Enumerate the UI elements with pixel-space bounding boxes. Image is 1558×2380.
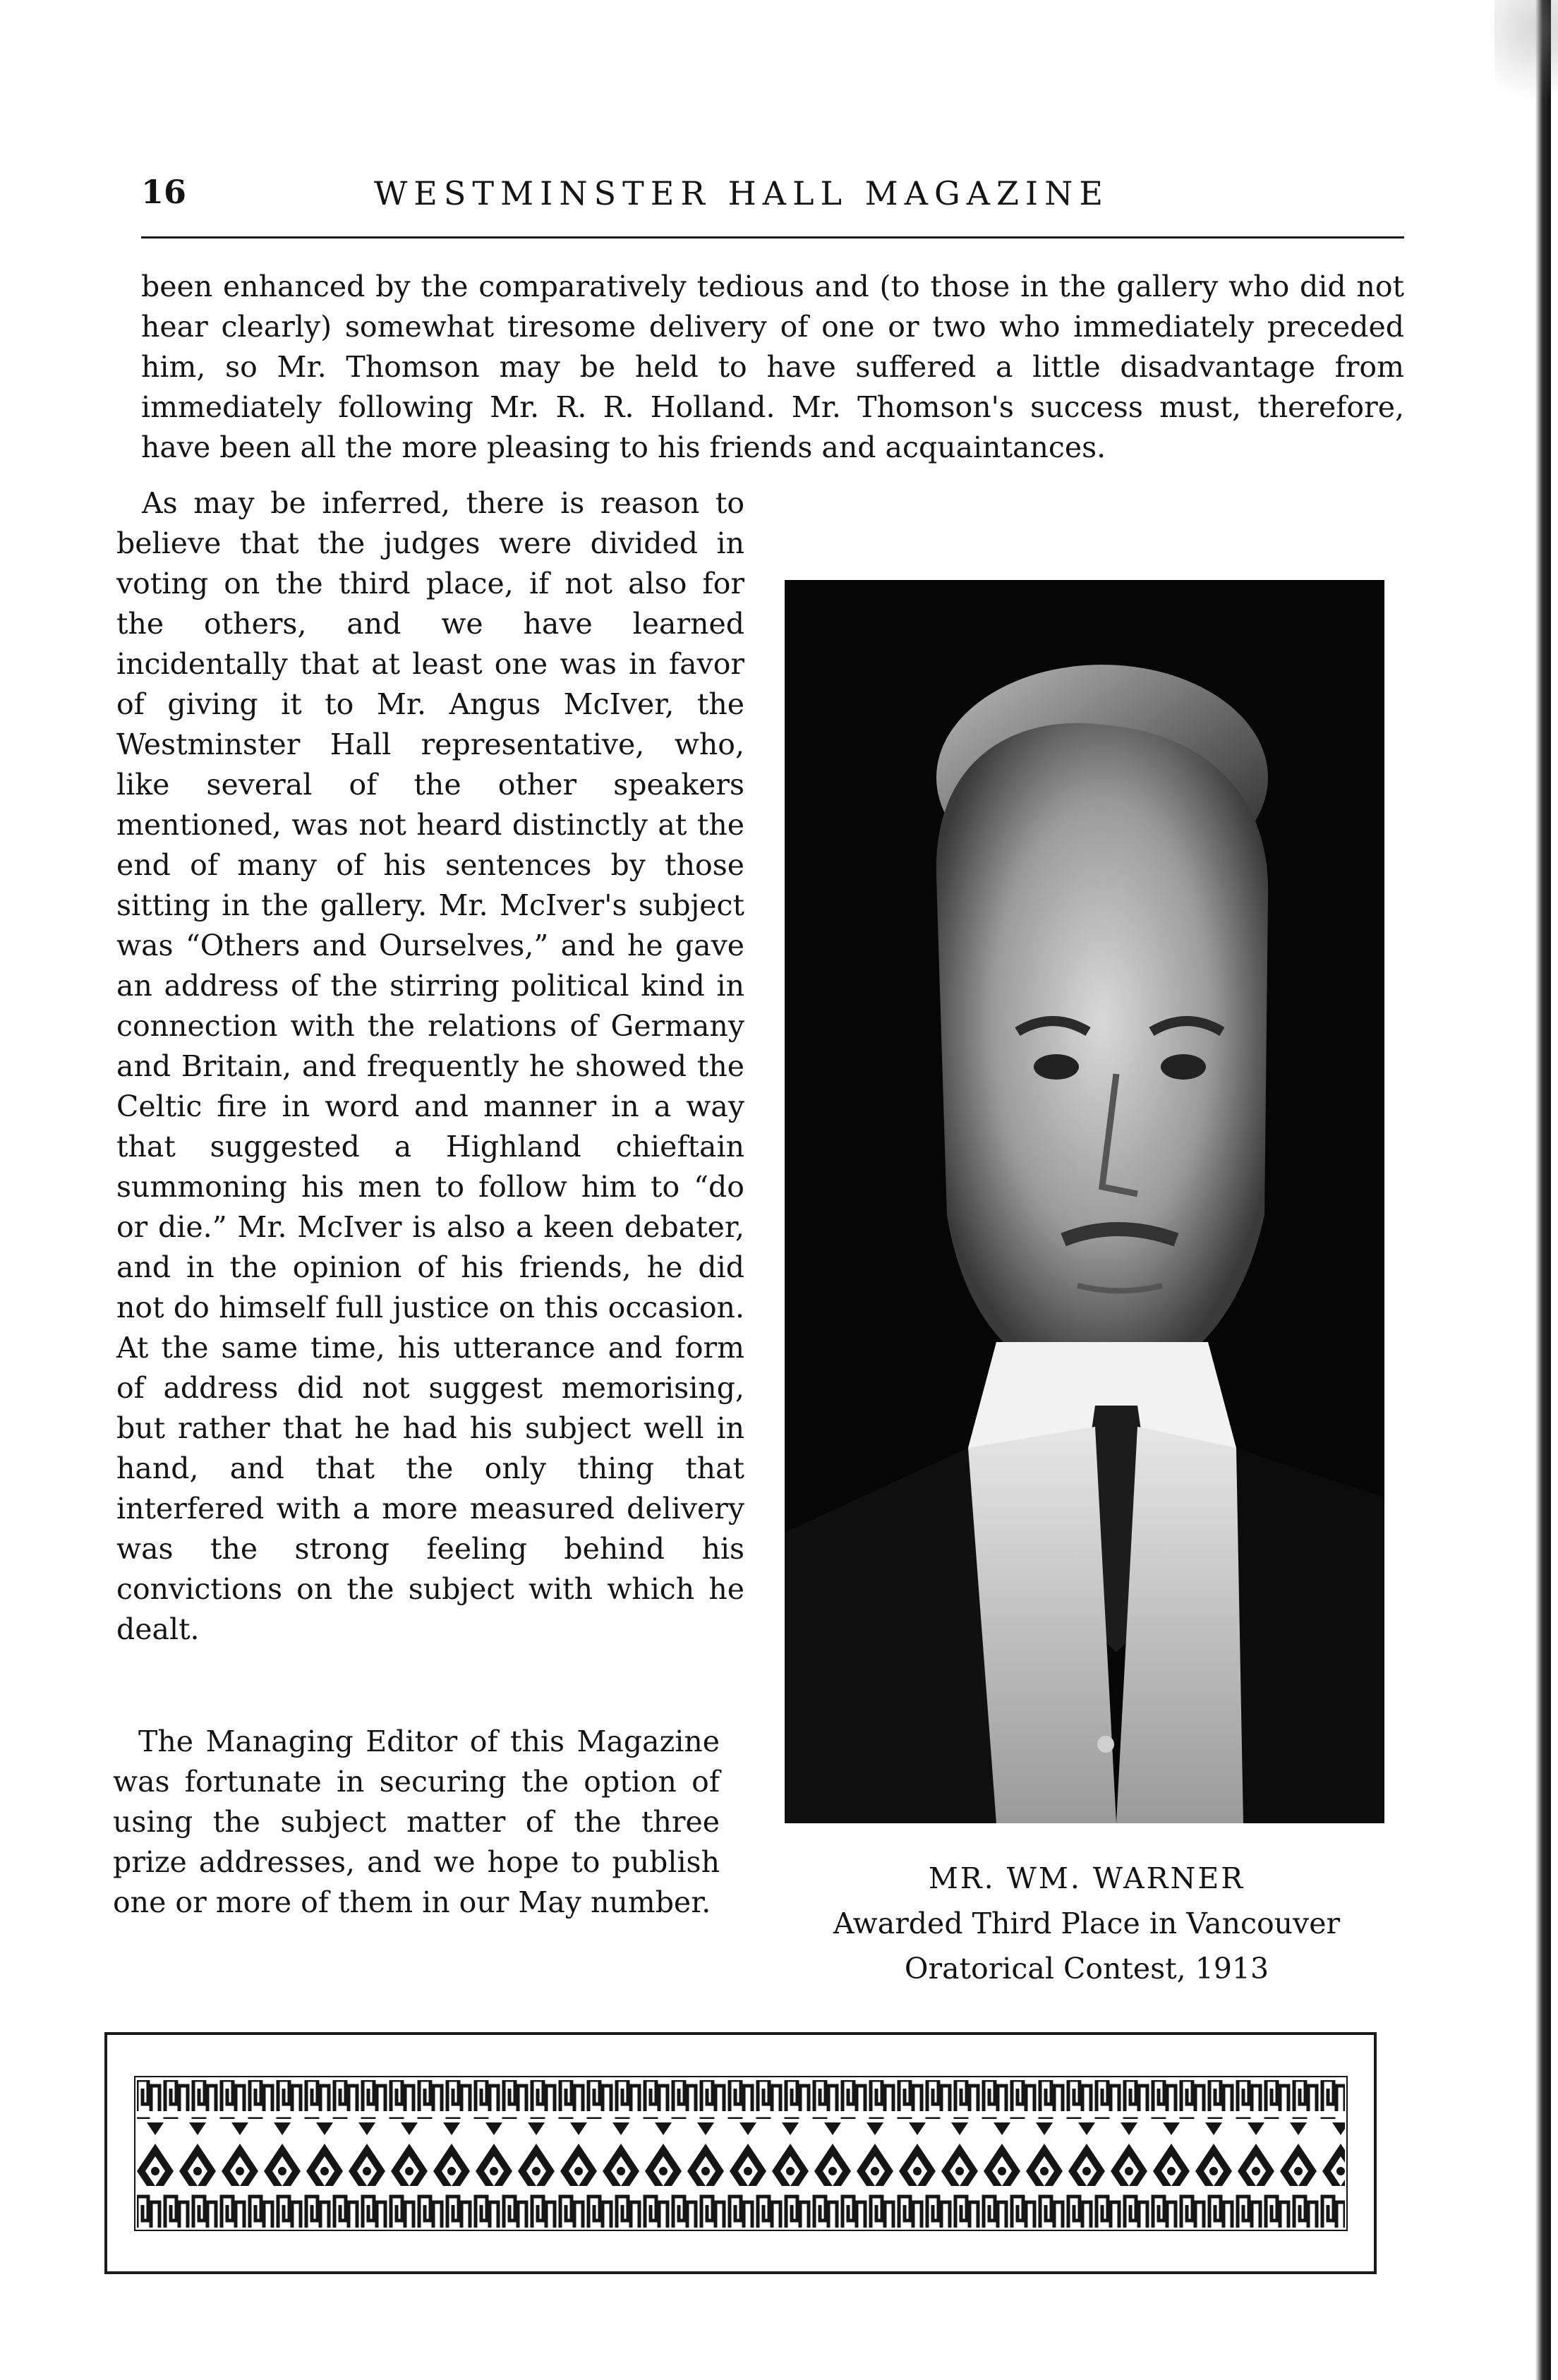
body-paragraph-column-1: As may be inferred, there is reason to believe that the judges were divided in voting on the third place, if not also for the others, and we have learned incidentally that at least one was in favor of giving it to Mr. Angus McIver, the Westminster Hall representative, who, like several of the other speakers mentioned, was not heard distinctly at the end of many of his sentences by those sitting in the gallery. Mr. McIver's subject was “Others and Ourselves,” and he gave an address of the stirring political kind in connection with the relations of Germany and Britain, and frequently he showed the Celtic fire in word and manner in a way that suggested a Highland chieftain summoning his men to follow him to “do or die.” Mr. McIver is also a keen debater, and in the opinion of his friends, he did not do himself full justice on this occasion. At the same time, his utterance and form of address did not suggest memorising, but rather that he had his subject well in hand, and that the only thing that interfered with a more measured delivery was the strong feeling behind his convictions on the subject with which he dealt. bbox=[116, 486, 744, 1646]
portrait-illustration bbox=[785, 580, 1384, 1823]
caption-line-contest: Oratorical Contest, 1913 bbox=[904, 1952, 1269, 1986]
ornament-pattern bbox=[134, 2076, 1348, 2231]
body-paragraph-top: been enhanced by the comparatively tedious and (to those in the gallery who did not hear clearly) somewhat tiresome delivery of one or two who immediately preceded him, so Mr. Thomson may be held to have suffered a little disadvantage from immediately following Mr. R. R. Holland. Mr. Thomson's success must, therefore, have been all the more pleasing to his friends and acquaintances. bbox=[141, 270, 1404, 464]
page-number: 16 bbox=[141, 173, 187, 211]
decorative-border-ornament bbox=[104, 2032, 1377, 2274]
header-rule bbox=[141, 236, 1404, 238]
caption-name: MR. WM. WARNER bbox=[928, 1861, 1245, 1895]
caption-line-award: Awarded Third Place in Vancouver bbox=[833, 1907, 1341, 1940]
body-paragraph-column-2: The Managing Editor of this Magazine was fortunate in securing the option of using the subject matter of the three prize addresses, and we hope to publish one or more of them in our May number. bbox=[113, 1724, 720, 1919]
page-header bbox=[141, 173, 1404, 222]
portrait-photograph bbox=[785, 580, 1384, 1823]
scan-speckle bbox=[1494, 0, 1558, 141]
page-spine-shadow bbox=[1535, 0, 1551, 2380]
running-title: WESTMINSTER HALL MAGAZINE bbox=[374, 174, 1109, 212]
figure-caption bbox=[762, 1856, 1411, 1991]
